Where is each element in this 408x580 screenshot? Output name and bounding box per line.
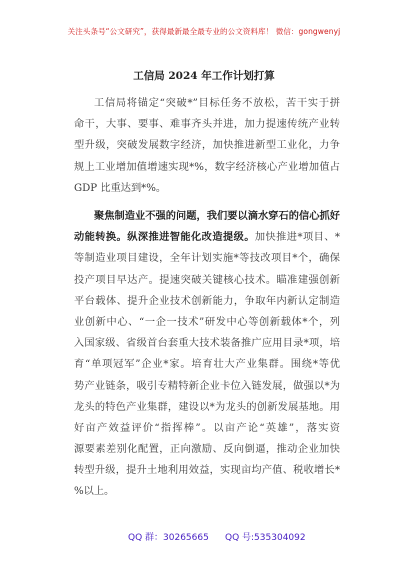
paragraph-line: 业创新中心、“一企一技术”研发中心等创新载体*个，列: [74, 316, 340, 328]
paragraph-line: 等制造业项目建设，全年计划实施*等技改项目*个，确保: [74, 253, 340, 265]
paragraph-line: 投产项目早达产。提速突破关键核心技术。瞄准建强创新: [74, 274, 340, 286]
paragraph-line: 势产业链条，吸引专精特新企业卡位入链发展，做强以*为: [74, 380, 340, 392]
paragraph-line-tail: 加快推进*项目、*: [254, 232, 341, 244]
paragraph-lead-bold: 聚焦制造业不强的问题，我们要以滴水穿石的信心抓好: [94, 210, 340, 222]
paragraph-line: 入国家级、省级首台套重大技术装备推广应用目录*项，培: [74, 338, 340, 350]
paragraph-line: 命干，大事、要事、难事齐头并进，加力提速传统产业转: [74, 119, 340, 131]
paragraph-line: 工信局将锚定“突破*”目标任务不放松，苦干实于拼: [94, 98, 340, 109]
paragraph-line: 平台载体、提升企业技术创新能力，争取年内新认定制造: [74, 295, 340, 307]
paragraph-line: 育“单项冠军”企业*家。培育壮大产业集群。围绕*等优: [74, 359, 340, 371]
paragraph-line: %以上。: [74, 486, 115, 498]
paragraph-line: 源要素差别化配置，正向激励、反向倒逼，推动企业加快: [74, 444, 340, 456]
qq-number-text: QQ 号:535304092: [225, 533, 306, 543]
footer-contact: [0, 530, 408, 550]
document-title: 工信局 2024 年工作计划打算: [133, 70, 275, 82]
paragraph-bold-phrase: 动能转换。纵深推进智能化改造提级。: [74, 231, 255, 244]
paragraph-manufacturing: [74, 206, 340, 503]
paragraph-line: 龙头的特色产业集群，建设以*为龙头的创新发展基地。用: [74, 401, 340, 413]
paragraph-line: 转型升级，提升土地利用效益，实现亩均产值、税收增长*: [74, 465, 340, 477]
paragraph-line: 好亩产效益评价“指挥棒”。以亩产论“英雄”，落实资: [74, 422, 340, 434]
paragraph-line: 型升级，突破发展数字经济，加快推进新型工业化，力争: [74, 140, 340, 152]
paragraph-line: 规上工业增加值增速实现*%，数字经济核心产业增加值占: [74, 161, 340, 173]
paragraph-line: [74, 227, 340, 248]
qq-group-text: QQ 群：30265665: [128, 533, 209, 543]
paragraph-line: GDP 比重达到*%。: [74, 182, 167, 194]
paragraph-intro: [74, 93, 340, 199]
header-promo-note: 关注头条号“公文研究”，获得最新最全最专业的公文资料库！ 微信：gongwenyj: [67, 27, 341, 36]
